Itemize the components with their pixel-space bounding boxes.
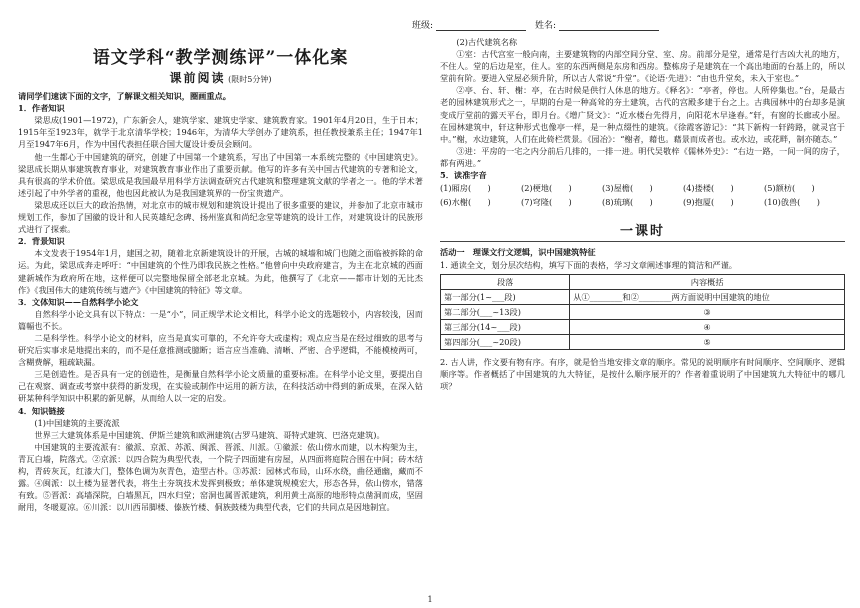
left-column: [18, 36, 423, 513]
links-sub2: (2)古代建筑名称: [456, 37, 518, 47]
pinyin-item[interactable]: (5)额枋( ): [764, 183, 815, 194]
links-sub1: (1)中国建筑的主要流派: [34, 417, 120, 428]
intro-instruction: 请同学们速读下面的文字，了解课文相关知识，圈画重点。: [18, 91, 231, 102]
pinyin-item[interactable]: (10)戗兽( ): [764, 197, 820, 208]
structure-table: [440, 274, 845, 350]
right-column: [440, 36, 845, 392]
pinyin-item[interactable]: (2)梗地( ): [521, 183, 572, 194]
table-cell[interactable]: ③: [570, 304, 845, 319]
links-heading: 4．知识链接: [18, 405, 65, 416]
table-header: 内容概括: [570, 274, 845, 289]
table-row: [441, 319, 845, 334]
table-cell[interactable]: 从①________和②________两方面说明中国建筑的地位: [570, 289, 845, 304]
pinyin-item[interactable]: (9)抱厦( ): [683, 197, 734, 208]
table-cell[interactable]: 第一部分(1~___段): [441, 289, 570, 304]
question-2: 2. 古人讲，作文要有物有序。有序，就是恰当地安排文章的顺序。常见的说明顺序有时间顺序、空间顺序、逻辑顺序等。作者概括了中国建筑的九大特征，是按什么顺序展开的？作者着重说明了中国建筑九大特征中的哪几项？: [440, 356, 845, 391]
name-blank[interactable]: [559, 30, 659, 31]
name-label: 姓名:: [535, 21, 557, 31]
names-para: ①室：古代宫室一般向南，主要建筑物的内部空间分堂、室、房。前部分是堂，通常是行吉凶大礼的地方，不住人。堂的后边是室，住人。室的东西两侧是东房和西房。整栋房子是建筑在一个高出地面的台基上的，所以堂前有阶。要进入堂屋必须升阶，所以古人常说“升堂”。《论语·先进》：“由也升堂矣，未入于室也。”: [440, 49, 845, 84]
author-para: 他一生都心于中国建筑的研究，创建了中国第一个建筑系，写出了中国第一本系统完整的《中国建筑史》。梁思成长期从事建筑教育事业，对建筑教育事业作出了重要贡献。他写的许多有关中国古代建筑的专著和论文，具有很高的学术价值。梁思成是我国最早用科学方法调查研究古代建筑和整理建筑文献的学者之一。他的学术著述引起了中外学者的重视，他也因此被认为是我国建筑界的一份宝贵遗产。: [18, 151, 423, 198]
page-title: 语文学科“教学测练评”一体化案: [92, 48, 349, 68]
genre-heading: 3．文体知识——自然科学小论文: [18, 296, 139, 307]
table-cell[interactable]: ⑤: [570, 334, 845, 349]
table-cell[interactable]: 第三部分(14~___段): [441, 319, 570, 334]
lesson-title: 一课时: [619, 224, 665, 240]
author-para: 梁思成(1901—1972)，广东新会人，建筑学家、建筑史学家、建筑教育家。1901年4月20日，生于日本；1915年至1923年，就学于北京清华学校；1946年，为清华大学创办了建筑系，担任教授兼系主任；1947年1月至1947年6月，作为中国代表担任联合国大厦设计委员会顾问。: [18, 115, 423, 150]
pinyin-item[interactable]: (6)水榭( ): [440, 197, 491, 208]
background-heading: 2．背景知识: [18, 236, 65, 247]
genre-para: 自然科学小论文具有以下特点：一是“小”，同正规学术论文相比，科学小论文的选题较小，内容较浅，因而篇幅也不长。: [18, 308, 423, 331]
table-header-row: [441, 274, 845, 289]
pronunciation-heading: 5．读准字音: [440, 170, 487, 181]
author-heading: 1．作者知识: [18, 103, 65, 114]
table-cell[interactable]: ④: [570, 319, 845, 334]
pinyin-item[interactable]: (4)搂楼( ): [683, 183, 734, 194]
question-1: 1. 通读全文，划分层次结构，填写下面的表格，学习文章阐述事理的简洁和严谨。: [440, 259, 737, 270]
names-para: ③进：平房的一宅之内分前后几排的，一排一进。明代吴敬梓《儒林外史》：“右边一路，一间一间的房子，都有两进。”: [440, 145, 845, 168]
pinyin-item[interactable]: (1)厢房( ): [440, 183, 491, 194]
links-para: 中国建筑的主要流派有：徽派、京派、苏派、闽派、晋派、川派。①徽派：依山傍水而建，以木构架为主，青瓦白墙，院落式。②京派：以四合院为典型代表，一个院子四面建有房屋，从四面将庭院合围在中间；砖木结构，青砖灰瓦，红漆大门，整体色调为灰青色，造型古朴。③苏派：园林式布局，山环水绕，曲径通幽，藏而不露。④闽派：以土楼为显著代表，将生土夯筑技术发挥到极致；单体建筑规模宏大，形态各异，依山傍水，错落有致。⑤晋派：高墙深院，白墙黑瓦，四水归堂；窑洞也属晋派建筑，利用黄土高原的地形特点凿洞而成，坚固耐用，冬暖夏凉。⑥川派：以川西吊脚楼、傣族竹楼、侗族鼓楼为典型代表，它们的共同点是因地制宜。: [18, 441, 423, 513]
section-subtitle: [18, 72, 423, 86]
class-label: 班级:: [412, 21, 434, 31]
names-para: ②亭、台、轩、榭：亭，在古时候是供行人休息的地方。《释名》：“亭者，停也。人所停集也。”台，是最古老的园林建筑形式之一，早期的台是一种高耸的夯土建筑，古代的宫殿多建于台之上。古典园林中的台却多是演变成厅堂前的露天平台，即月台。《增广贤文》：“近水楼台先得月，向阳花木早逢春。”轩，有窗的长廊或小屋。在园林建筑中，轩这种形式也像亭一样，是一种点缀性的建筑。《徐霞客游记》：“其下新构一轩跨路，就灵宫于中。”榭，水边建筑，人们在此倚栏赏景。《园冶》：“榭者，藉也。藉景而成者也。或水边，或花畔，制亦随态。”: [440, 85, 845, 144]
page-number: 1: [427, 595, 433, 604]
subtitle-time: (限时5分钟): [228, 75, 272, 84]
header-line: [0, 18, 860, 32]
background-para: 本文发表于1954年1月，建国之初，随着北京新建筑设计的开展，古城的城墙和城门也随之面临被拆除的命运。为此，梁思成奔走呼吁：“中国建筑的个性乃即我民族之性格。”他曾向中央政府建言，为主在北京城的西面建新城作为政府所在地，这样便可以完整地保留全部老北京城。为此，他撰写了《北京——都市计划的无比杰作》《我国伟大的建筑传统与遗产》《中国建筑的特征》等文章。: [18, 248, 423, 295]
activity-heading: 活动一 理课文行文逻辑，识中国建筑特征: [440, 247, 596, 258]
table-row: [441, 289, 845, 304]
class-blank[interactable]: [436, 30, 526, 31]
table-header: 段落: [441, 274, 570, 289]
table-row: [441, 304, 845, 319]
pinyin-item[interactable]: (3)屋檐( ): [602, 183, 653, 194]
genre-para: 二是科学性。科学小论文的材料，应当是真实可靠的，不允许夸大或虚构；观点应当是在经过细致的思考与研究后实事求是地提出来的，而不是任意推测或臆断；语言应当准确、清晰、严密、合乎逻辑，不能模棱两可，含糊费解，粗疏缺漏。: [18, 332, 423, 368]
pinyin-item[interactable]: (7)穹隆( ): [521, 197, 572, 208]
links-para: 世界三大建筑体系是中国建筑、伊斯兰建筑和欧洲建筑(古罗马建筑、哥特式建筑、巴洛克建筑)。: [34, 429, 385, 440]
table-cell[interactable]: 第二部分(___~13段): [441, 304, 570, 319]
genre-para: 三是创造性。是否具有一定的创造性，是衡量自然科学小论文质量的重要标准。在科学小论文里，要提出自己在观察、调查或考察中获得的新发现，在实验或制作中运用的新方法，在科技活动中得到的新成果，在深入钻研某种科学知识中积累的新见解，从而给人以一定的启发。: [18, 369, 423, 404]
divider: [440, 241, 845, 242]
table-row: [441, 334, 845, 349]
pronunciation-grid: [440, 182, 845, 208]
subtitle-main: 课前阅读: [169, 71, 226, 85]
author-para: 梁思成还以巨大的政治热情，对北京市的城市规划和建筑设计提出了很多重要的建议，并参加了北京市城市规划工作，参加了国徽的设计和人民英雄纪念碑、扬州鉴真和尚纪念堂等建筑的设计工作，对建筑设计的民族形式进行了探索。: [18, 199, 423, 235]
pinyin-item[interactable]: (8)琉璃( ): [602, 197, 653, 208]
table-cell[interactable]: 第四部分(___~20段): [441, 334, 570, 349]
